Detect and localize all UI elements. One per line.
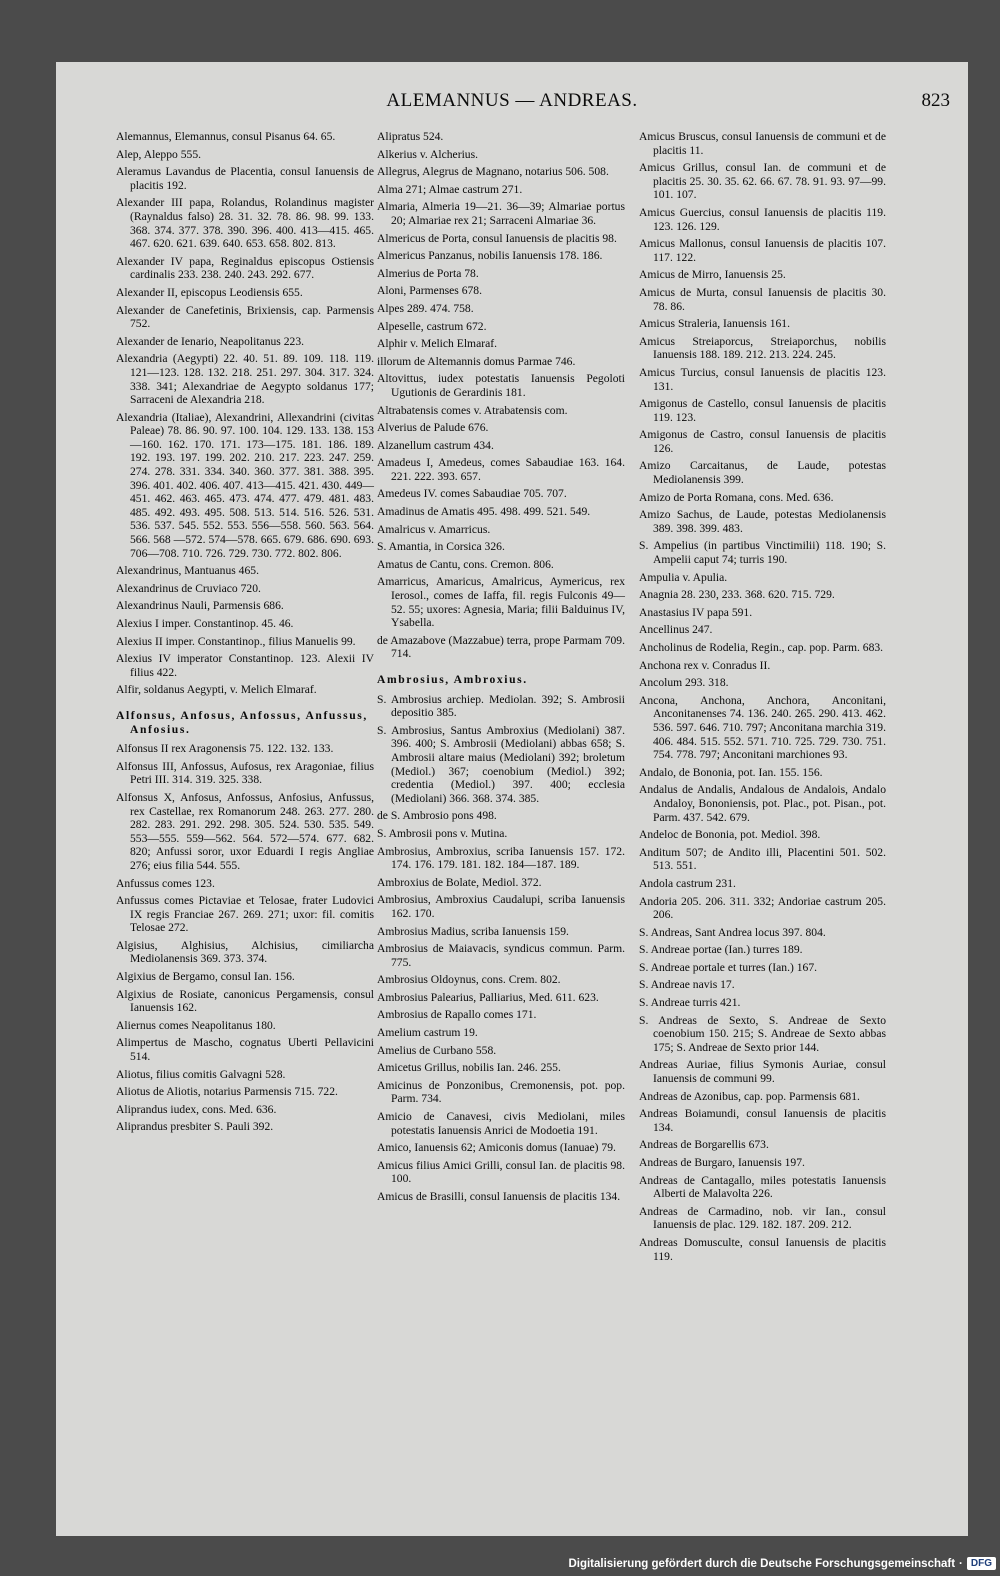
- index-entry: Amicus Grillus, consul Ian. de communi et de placitis 25. 30. 35. 62. 66. 67. 78. 91. 93. 97—99. 101. 107.: [639, 161, 886, 202]
- index-entry: Altovittus, iudex potestatis Ianuensis Pegoloti Ugutionis de Gerardinis 181.: [377, 372, 625, 399]
- footer: Digitalisierung gefördert durch die Deutsche Forschungsgemeinschaft · DFG: [568, 1557, 996, 1570]
- index-section-heading: Alfonsus, Anfosus, Anfossus, Anfussus, Anfosius.: [116, 708, 368, 736]
- page-number: 823: [921, 90, 950, 111]
- index-entry: Algixius de Rosiate, canonicus Pergamensis, consul Ianuensis 162.: [116, 987, 374, 1015]
- index-entry: Aliprandus presbiter S. Pauli 392.: [116, 1120, 274, 1134]
- index-entry: Amicetus Grillus, nobilis Ian. 246. 255.: [377, 1061, 561, 1075]
- index-entry: Algisius, Alghisius, Alchisius, cimiliarcha Mediolanensis 369. 373. 374.: [116, 938, 374, 966]
- index-entry: Alfir, soldanus Aegypti, v. Melich Elmaraf.: [116, 683, 317, 697]
- index-entry: Alexius II imper. Constantinop., filius Manuelis 99.: [116, 634, 356, 648]
- index-entry: Alexander III papa, Rolandus, Rolandinus magister (Raynaldus falso) 28. 31. 32. 78. 86. 98. 99. 133. 368. 374. 377. 378. 390. 396. 400. 413—415. 465. 467. 620. 621. 639. 640. 653. 658. 802. 813.: [116, 196, 374, 251]
- running-head: ALEMANNUS — ANDREAS.: [386, 90, 638, 111]
- index-entry: Amelium castrum 19.: [377, 1026, 478, 1040]
- index-entry: Amizo Carcaitanus, de Laude, potestas Mediolanensis 399.: [639, 459, 886, 487]
- index-entry: Andreas de Burgaro, Ianuensis 197.: [639, 1156, 805, 1169]
- index-entry: Amicus Streiaporcus, Streiaporchus, nobilis Ianuensis 188. 189. 212. 213. 224. 245.: [639, 334, 886, 362]
- index-entry: Alep, Aleppo 555.: [116, 147, 202, 161]
- index-entry: Allegrus, Alegrus de Magnano, notarius 506. 508.: [377, 165, 609, 179]
- index-entry: Andreas de Borgarellis 673.: [639, 1138, 769, 1152]
- index-entry: Ancellinus 247.: [639, 623, 713, 637]
- index-entry: Anagnia 28. 230, 233. 368. 620. 715. 729.: [639, 588, 835, 602]
- index-entry: Aliotus, filius comitis Galvagni 528.: [116, 1067, 286, 1081]
- index-entry: S. Andreas de Sexto, S. Andreae de Sexto coenobium 150. 215; S. Andreae de Sexto abbas 175; S. Andreae de Sexto prior 144.: [639, 1013, 886, 1054]
- index-entry: Alpes 289. 474. 758.: [377, 301, 474, 315]
- index-entry: Amicus de Brasilli, consul Ianuensis de placitis 134.: [377, 1190, 621, 1203]
- index-entry: Andeloc de Bononia, pot. Mediol. 398.: [639, 828, 821, 842]
- index-entry: Alexander II, episcopus Leodiensis 655.: [116, 285, 303, 299]
- index-entry: Amizo Sachus, de Laude, potestas Mediolanensis 389. 398. 399. 483.: [639, 508, 886, 535]
- index-entry: Amicus de Murta, consul Ianuensis de placitis 30. 78. 86.: [639, 285, 886, 313]
- index-column-1: [116, 130, 374, 1138]
- index-entry: Alphir v. Melich Elmaraf.: [377, 337, 497, 351]
- index-entry: Alfonsus III, Anfossus, Aufosus, rex Aragoniae, filius Petri III. 314. 319. 325. 338.: [116, 759, 374, 787]
- index-entry: Andola castrum 231.: [639, 876, 736, 890]
- index-entry: S. Ambrosii pons v. Mutina.: [377, 826, 508, 840]
- index-entry: Alfonsus X, Anfosus, Anfossus, Anfosius, Anfussus, rex Castellae, rex Romanorum 248. 263. 277. 280. 282. 283. 291. 292. 298. 305. 524. 530. 535. 549. 553—555. 559—562. 564. 572—574. 677. 682. 820; Anfussi soror, uxor Eduardi I regis Angliae 276; eius filia 544. 555.: [116, 790, 374, 872]
- index-entry: Alkerius v. Alcherius.: [377, 147, 478, 161]
- index-entry: Alfonsus II rex Aragonensis 75. 122. 132. 133.: [116, 742, 334, 756]
- index-entry: Ambrosius Oldoynus, cons. Crem. 802.: [377, 973, 561, 987]
- index-entry: illorum de Altemannis domus Parmae 746.: [377, 354, 576, 368]
- index-entry: Amadeus I, Amedeus, comes Sabaudiae 163. 164. 221. 222. 393. 657.: [377, 456, 625, 483]
- index-entry: Ambroxius de Bolate, Mediol. 372.: [377, 875, 542, 889]
- footer-credit: Digitalisierung gefördert durch die Deutsche Forschungsgemeinschaft: [568, 1557, 956, 1570]
- index-entry: Andreas de Carmadino, nob. vir Ian., consul Ianuensis de plac. 129. 182. 187. 209. 212.: [639, 1204, 886, 1232]
- index-entry: Almaria, Almeria 19—21. 36—39; Almariae portus 20; Almariae rex 21; Sarraceni Almariae 36.: [377, 200, 625, 227]
- index-entry: S. Andreas, Sant Andrea locus 397. 804.: [639, 925, 826, 939]
- index-entry: Alexander de Canefetinis, Brixiensis, cap. Parmensis 752.: [116, 303, 374, 331]
- index-entry: Aloni, Parmenses 678.: [377, 284, 482, 298]
- index-entry: Almerius de Porta 78.: [377, 266, 479, 280]
- index-entry: Alexandrinus, Mantuanus 465.: [116, 564, 259, 578]
- index-entry: Anastasius IV papa 591.: [639, 605, 753, 619]
- index-entry: Algixius de Bergamo, consul Ian. 156.: [116, 970, 295, 984]
- index-entry: S. Ambrosius, Santus Ambroxius (Mediolani) 387. 396. 400; S. Ambrosii (Mediolani) abbas 658; S. Ambrosii altare maius (Mediolani) 392; broletum (Mediol.) 367; coenobium (Mediol.) 392; credentia (Mediol.) 397. 400; ecclesia (Mediolani) 366. 368. 374. 385.: [377, 723, 625, 805]
- index-entry: Aliernus comes Neapolitanus 180.: [116, 1018, 276, 1032]
- index-entry: Andreas Domusculte, consul Ianuensis de placitis 119.: [639, 1235, 886, 1263]
- index-entry: Alma 271; Almae castrum 271.: [377, 182, 523, 196]
- index-entry: Aleramus Lavandus de Placentia, consul Ianuensis de placitis 192.: [116, 165, 374, 192]
- index-entry: Anditum 507; de Andito illi, Placentini 501. 502. 513. 551.: [639, 845, 886, 873]
- index-entry: S. Amantia, in Corsica 326.: [377, 540, 505, 554]
- index-section-heading: Ambrosius, Ambroxius.: [377, 673, 528, 686]
- index-entry: Amicus Mallonus, consul Ianuensis de placitis 107. 117. 122.: [639, 237, 886, 264]
- index-entry: Alzanellum castrum 434.: [377, 438, 494, 452]
- index-entry: Aliotus de Aliotis, notarius Parmensis 715. 722.: [116, 1085, 338, 1099]
- index-entry: Alexandria (Italiae), Alexandrini, Allexandrini (civitas Paleae) 78. 86. 90. 97. 100. 104. 129. 133. 138. 153—160. 162. 170. 171. 173—175. 181. 186. 189. 192. 193. 197. 199. 202. 210. 217. 223. 247. 259. 274. 278. 331. 334. 340. 360. 377. 381. 388. 395. 396. 401. 402. 406. 407. 413—415. 421. 430. 449—451. 462. 463. 465. 473. 474. 477. 479. 481. 483. 485. 492. 493. 495. 508. 513. 514. 516. 526. 531. 536. 537. 545. 552. 553. 556—558. 560. 563. 564. 566. 568 —572. 574—578. 665. 679. 686. 690. 693. 706—708. 710. 726. 729. 730. 772. 802. 806.: [116, 410, 374, 560]
- index-entry: Amarricus, Amaricus, Amalricus, Aymericus, rex Ierosol., comes de Iaffa, fil. regis Fulconis 49—52. 55; uxores: Agnesia, Maria; filii Balduinus IV, Ysabella.: [377, 575, 625, 630]
- index-entry: Andreas de Cantagallo, miles potestatis Ianuensis Alberti de Malavolta 226.: [639, 1173, 886, 1201]
- index-entry: Amicus Guercius, consul Ianuensis de placitis 119. 123. 126. 129.: [639, 205, 886, 233]
- index-entry: Alexius IV imperator Constantinop. 123. Alexii IV filius 422.: [116, 652, 374, 679]
- index-entry: Amicus de Mirro, Ianuensis 25.: [639, 268, 786, 282]
- index-entry: Amalricus v. Amarricus.: [377, 522, 491, 536]
- index-entry: Alexandrinus de Cruviaco 720.: [116, 581, 261, 595]
- index-entry: Ancona, Anchona, Anchora, Anconitani, Anconitanenses 74. 136. 240. 265. 290. 413. 462. 536. 597. 646. 710. 797; Anconitana marchia 319. 406. 484. 515. 552. 571. 710. 725. 729. 730. 751. 754. 778. 797; Anconitani marchiones 93.: [639, 693, 886, 762]
- index-entry: Andreas de Azonibus, cap. pop. Parmensis 681.: [639, 1089, 860, 1103]
- index-entry: Aliprandus iudex, cons. Med. 636.: [116, 1102, 277, 1116]
- index-entry: Almericus Panzanus, nobilis Ianuensis 178. 186.: [377, 249, 603, 263]
- index-entry: de Amazabove (Mazzabue) terra, prope Parmam 709. 714.: [377, 633, 625, 661]
- index-entry: Altrabatensis comes v. Atrabatensis com.: [377, 403, 568, 417]
- index-entry: Almericus de Porta, consul Ianuensis de placitis 98.: [377, 231, 617, 245]
- index-entry: Alexandrinus Nauli, Parmensis 686.: [116, 599, 284, 613]
- index-entry: Ambrosius de Rapallo comes 171.: [377, 1008, 537, 1022]
- index-entry: S. Ambrosius archiep. Mediolan. 392; S. Ambrosii depositio 385.: [377, 692, 625, 720]
- index-entry: Alemannus, Elemannus, consul Pisanus 64. 65.: [116, 130, 336, 143]
- index-entry: Anfussus comes Pictaviae et Telosae, frater Ludovici IX regis Franciae 267. 269. 271; uxor: fil. comitis Telosae 272.: [116, 894, 374, 935]
- dfg-logo: DFG: [967, 1557, 996, 1570]
- index-entry: Ancolum 293. 318.: [639, 676, 729, 690]
- index-entry: Alipratus 524.: [377, 130, 444, 143]
- index-entry: Amicinus de Ponzonibus, Cremonensis, pot. pop. Parm. 734.: [377, 1078, 625, 1106]
- index-entry: Amicus Turcius, consul Ianuensis de placitis 123. 131.: [639, 365, 886, 393]
- index-entry: Ambrosius, Ambroxius, scriba Ianuensis 157. 172. 174. 176. 179. 181. 182. 184—187. 189.: [377, 844, 625, 872]
- index-entry: Ancholinus de Rodelia, Regin., cap. pop. Parm. 683.: [639, 641, 884, 654]
- index-entry: S. Ampelius (in partibus Vinctimilii) 118. 190; S. Ampelii caput 74; turris 190.: [639, 539, 886, 567]
- index-entry: S. Andreae turris 421.: [639, 996, 741, 1010]
- index-entry: Andalus de Andalis, Andalous de Andalois, Andalo Andaloy, Bononiensis, pot. Plac., pot. Pisan., pot. Parm. 437. 542. 679.: [639, 783, 886, 824]
- index-column-2: [377, 130, 625, 1208]
- index-entry: Ambrosius, Ambroxius Caudalupi, scriba Ianuensis 162. 170.: [377, 893, 625, 920]
- index-entry: Andoria 205. 206. 311. 332; Andoriae castrum 205. 206.: [639, 894, 886, 922]
- index-entry: Ambrosius Madius, scriba Ianuensis 159.: [377, 924, 569, 938]
- index-entry: Amicio de Canavesi, civis Mediolani, miles potestatis Ianuensis Anrici de Modoetia 191.: [377, 1110, 625, 1137]
- index-entry: Amicus Bruscus, consul Ianuensis de communi et de placitis 11.: [639, 130, 886, 157]
- index-entry: Amedeus IV. comes Sabaudiae 705. 707.: [377, 487, 567, 501]
- index-entry: S. Andreae portae (Ian.) turres 189.: [639, 943, 803, 957]
- index-entry: Ampulia v. Apulia.: [639, 570, 728, 584]
- index-entry: Ambrosius de Maiavacis, syndicus commun. Parm. 775.: [377, 942, 625, 969]
- index-entry: S. Andreae portale et turres (Ian.) 167.: [639, 960, 818, 974]
- index-entry: Amadinus de Amatis 495. 498. 499. 521. 549.: [377, 505, 591, 519]
- index-entry: Amicus filius Amici Grilli, consul Ian. de placitis 98. 100.: [377, 1158, 625, 1186]
- index-entry: Alexandria (Aegypti) 22. 40. 51. 89. 109. 118. 119. 121—123. 128. 132. 218. 251. 297. 304. 317. 324. 338. 341; Alexandriae de Aegypto soldanus 177; Sarraceni de Alexandria 218.: [116, 352, 374, 407]
- index-entry: Alexander de Ienario, Neapolitanus 223.: [116, 334, 305, 348]
- index-entry: Andreas Boiamundi, consul Ianuensis de placitis 134.: [639, 1107, 886, 1134]
- index-entry: Alpeselle, castrum 672.: [377, 319, 487, 333]
- index-entry: Amico, Ianuensis 62; Amiconis domus (Ianuae) 79.: [377, 1141, 616, 1155]
- index-entry: Amelius de Curbano 558.: [377, 1043, 497, 1057]
- index-entry: Amatus de Cantu, cons. Cremon. 806.: [377, 557, 554, 571]
- index-entry: Andreas Auriae, filius Symonis Auriae, consul Ianuensis de communi 99.: [639, 1058, 886, 1086]
- index-entry: Alverius de Palude 676.: [377, 421, 489, 435]
- index-entry: Amicus Straleria, Ianuensis 161.: [639, 317, 791, 331]
- index-entry: S. Andreae navis 17.: [639, 978, 735, 992]
- index-entry: Alexius I imper. Constantinop. 45. 46.: [116, 617, 294, 630]
- index-entry: Anfussus comes 123.: [116, 876, 215, 890]
- book-page: [56, 62, 968, 1536]
- index-column-3: [639, 130, 886, 1267]
- index-entry: Amizo de Porta Romana, cons. Med. 636.: [639, 490, 834, 504]
- index-entry: Alimpertus de Mascho, cognatus Uberti Pellavicini 514.: [116, 1036, 374, 1064]
- index-entry: Andalo, de Bononia, pot. Ian. 155. 156.: [639, 765, 823, 779]
- index-entry: Ambrosius Palearius, Palliarius, Med. 611. 623.: [377, 990, 599, 1004]
- index-entry: Amigonus de Castello, consul Ianuensis de placitis 119. 123.: [639, 397, 886, 424]
- index-entry: Anchona rex v. Conradus II.: [639, 658, 771, 672]
- index-entry: Amigonus de Castro, consul Ianuensis de placitis 126.: [639, 428, 886, 455]
- index-entry: de S. Ambrosio pons 498.: [377, 809, 497, 823]
- index-entry: Alexander IV papa, Reginaldus episcopus Ostiensis cardinalis 233. 238. 240. 243. 292. 677.: [116, 254, 374, 282]
